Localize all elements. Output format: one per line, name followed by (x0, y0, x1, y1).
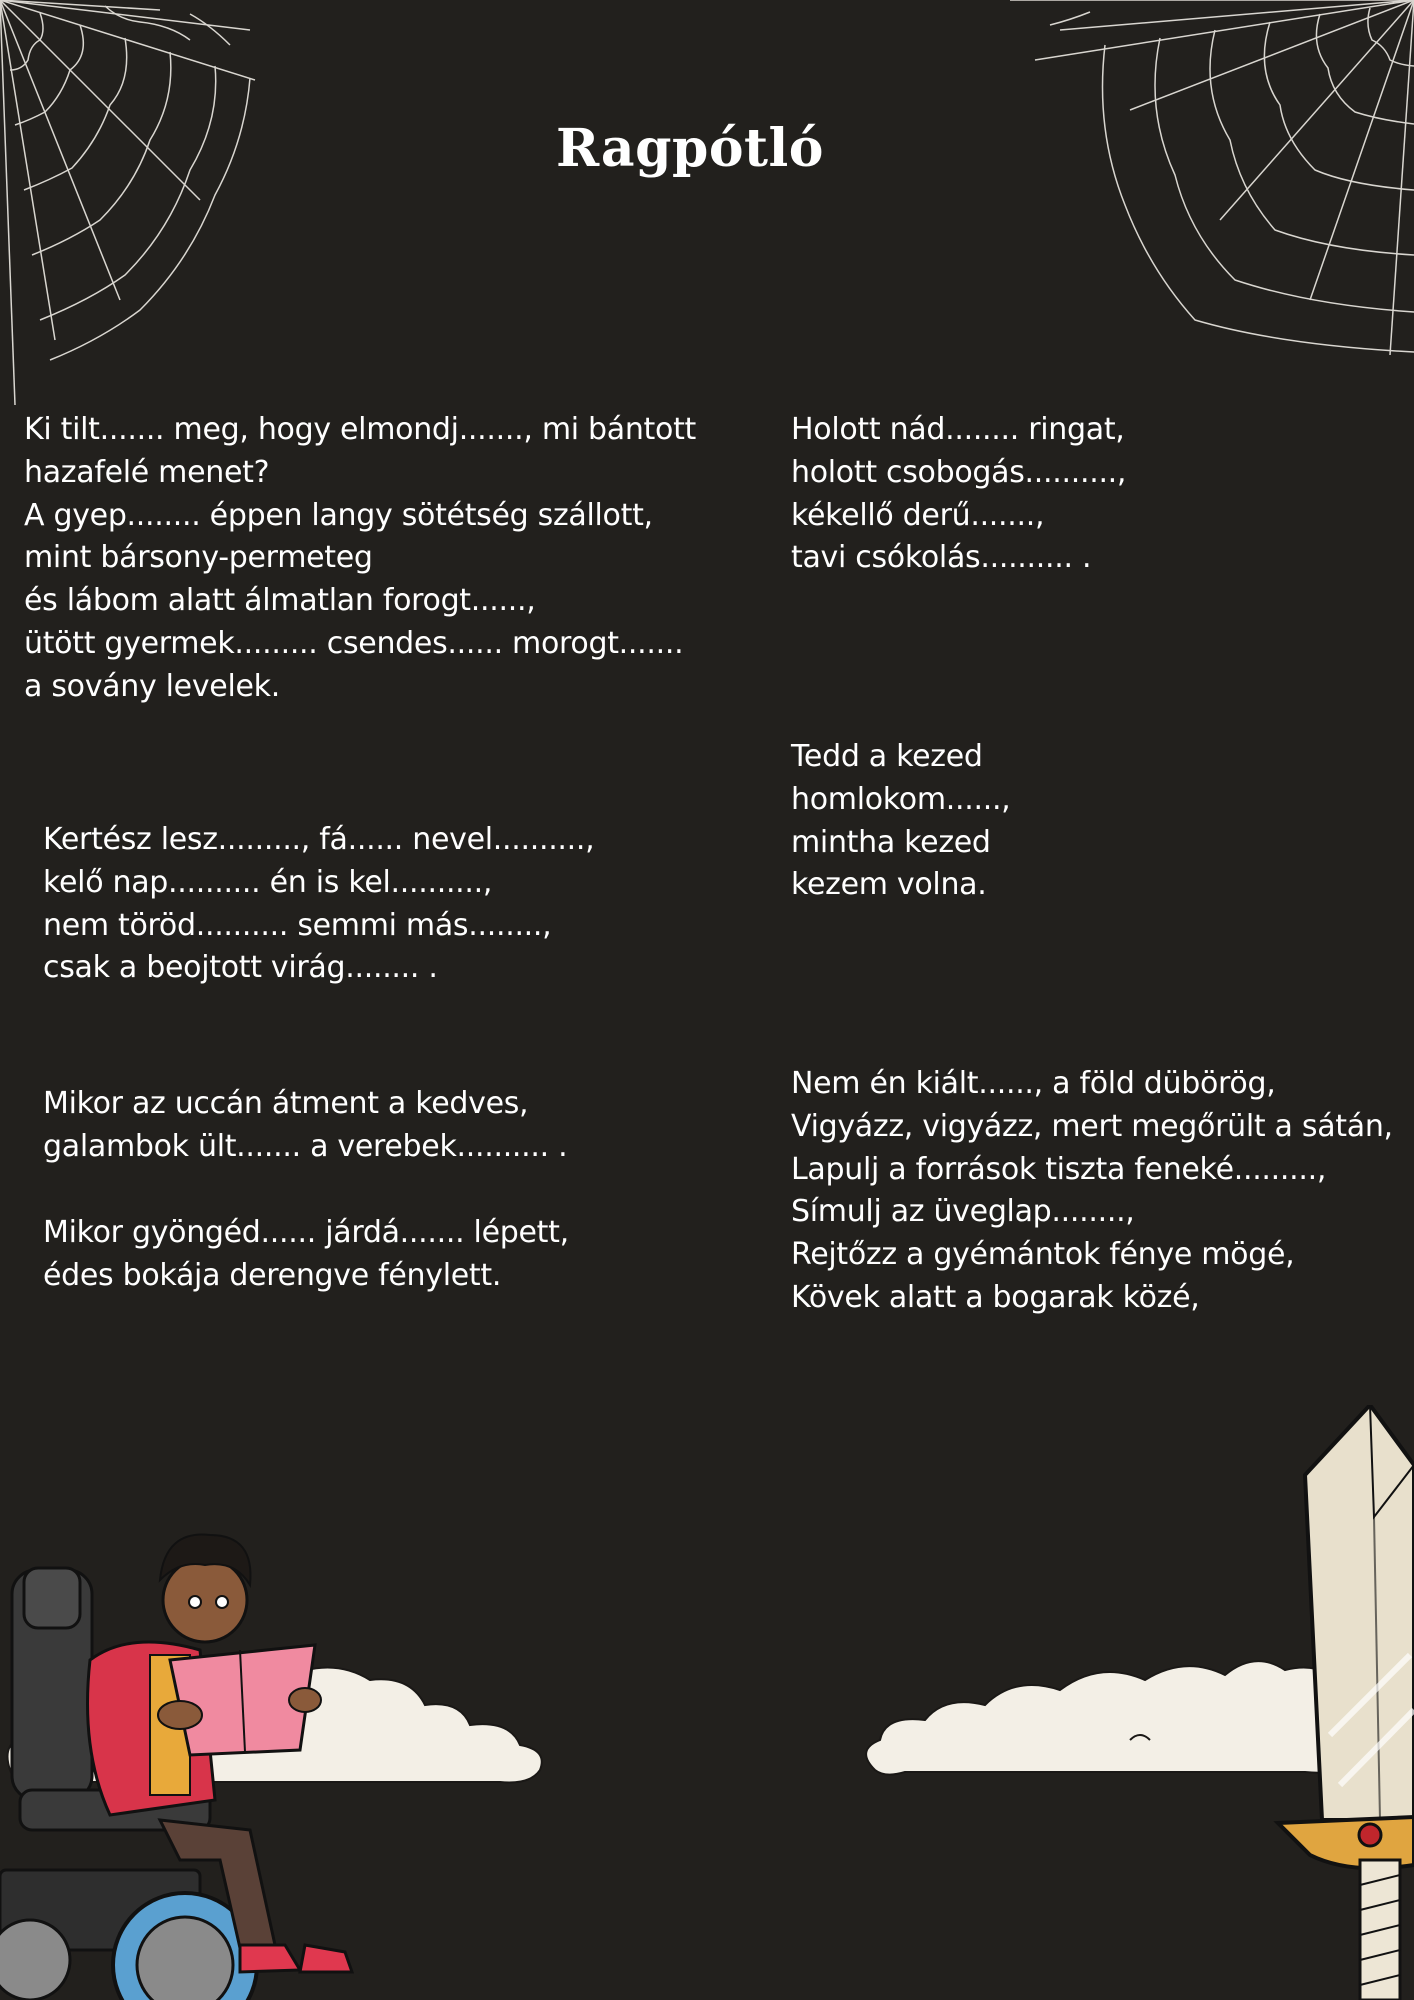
poem-line: és lábom alatt álmatlan forogt......, (24, 583, 536, 619)
poem-line: kelő nap.......... én is kel.........., (43, 864, 493, 900)
poem-line: Rejtőzz a gyémántok fénye mögé, (791, 1237, 1295, 1273)
poem-line: csak a beojtott virág........ . (43, 950, 438, 986)
stanza-6 (791, 736, 1010, 907)
poem-line: kékellő derű......., (791, 497, 1045, 533)
poem-line: Holott nád........ ringat, (791, 412, 1125, 447)
poem-line: ütött gyermek......... csendes...... morogt....... (24, 625, 684, 661)
poem-line: Vigyázz, vigyázz, mert megőrült a sátán, (791, 1108, 1393, 1144)
sword-icon (1270, 1405, 1414, 2000)
stanza-4 (43, 1212, 569, 1298)
stanza-7 (791, 1063, 1393, 1320)
reading-boy-in-wheelchair-illustration (0, 1490, 420, 2000)
stanza-1 (24, 409, 696, 709)
poem-line: mintha kezed (791, 824, 991, 860)
poem-line: Mikor gyöngéd...... járdá....... lépett, (43, 1215, 569, 1250)
poem-line: A gyep........ éppen langy sötétség szállott, (24, 497, 653, 533)
poem-line: Nem én kiált......, a föld dübörög, (791, 1066, 1276, 1101)
stanza-5 (791, 409, 1126, 580)
poem-line: holott csobogás.........., (791, 454, 1127, 490)
poem-line: nem töröd.......... semmi más........, (43, 907, 552, 943)
spider-web-icon (1010, 0, 1414, 360)
poem-line: tavi csókolás.......... . (791, 540, 1092, 576)
poem-line: édes bokája derengve fénylett. (43, 1257, 502, 1293)
stanza-2 (43, 819, 594, 990)
poem-line: Mikor az uccán átment a kedves, (43, 1086, 529, 1121)
poem-line: Tedd a kezed (791, 739, 983, 774)
poem-line: hazafelé menet? (24, 454, 270, 490)
poem-line: kezem volna. (791, 867, 987, 903)
stanza-3 (43, 1083, 567, 1169)
poem-line: homlokom......, (791, 781, 1011, 817)
poem-line: Símulj az üveglap........, (791, 1194, 1135, 1230)
spider-web-icon (0, 0, 260, 410)
poem-line: Ki tilt....... meg, hogy elmondj......., mi bántott (24, 412, 696, 447)
poem-line: Kertész lesz........., fá...... nevel.........., (43, 822, 595, 857)
page-title: Ragpótló (556, 118, 824, 179)
poem-line: Lapulj a források tiszta feneké........., (791, 1151, 1327, 1187)
poem-line: Kövek alatt a bogarak közé, (791, 1279, 1200, 1315)
poem-line: mint bársony-permeteg (24, 540, 373, 576)
poem-line: galambok ült....... a verebek.......... . (43, 1128, 568, 1164)
poem-line: a sovány levelek. (24, 668, 280, 704)
